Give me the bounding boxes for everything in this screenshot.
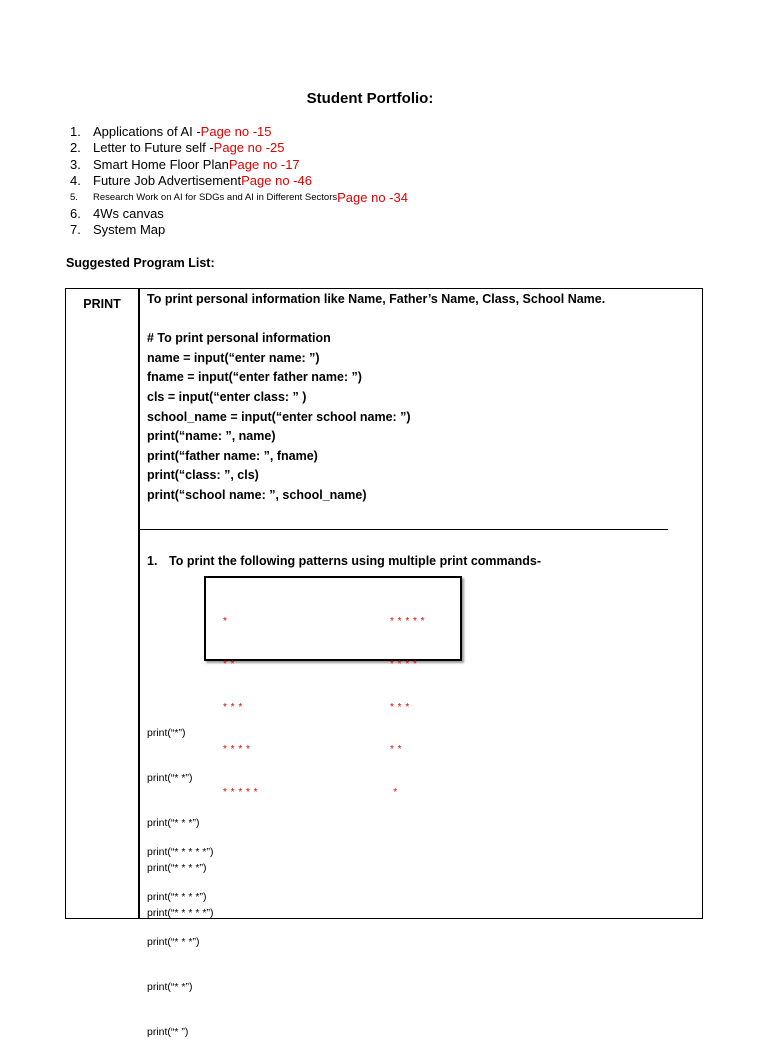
pattern-row: * * xyxy=(223,659,236,671)
list-item-number: 1. xyxy=(70,124,81,139)
suggested-program-heading: Suggested Program List: xyxy=(66,256,215,270)
list-item-label: Future Job Advertisement xyxy=(93,173,242,189)
section-divider xyxy=(140,529,668,530)
code-line: print(“* * * * *”) xyxy=(147,846,214,858)
code-line: fname = input(“enter father name: ”) xyxy=(147,370,362,385)
pattern-heading-text: To print the following patterns using multiple print commands- xyxy=(169,554,541,568)
code-line: cls = input(“enter class: ” ) xyxy=(147,389,307,404)
code-line: print(“school name: ”, school_name) xyxy=(147,487,367,502)
page-reference: Page no -15 xyxy=(200,124,272,139)
pattern-row: * * * * xyxy=(390,659,418,671)
list-item xyxy=(70,222,408,238)
code-line: print(“class: ”, cls) xyxy=(147,468,259,483)
program-description xyxy=(147,290,687,506)
code-line: print(“* * * * *”) xyxy=(147,907,214,919)
list-item-label: Letter to Future self - xyxy=(93,140,214,156)
list-item xyxy=(70,206,408,222)
list-item-number: 2. xyxy=(70,140,81,156)
pattern-right xyxy=(390,587,425,814)
list-item-label: 4Ws canvas xyxy=(93,206,164,222)
program-row-label: PRINT xyxy=(83,297,121,311)
list-item-number: 4. xyxy=(70,173,81,189)
list-item xyxy=(70,173,408,189)
page-reference: Page no -34 xyxy=(337,189,408,205)
code-line: print(“* * * *”) xyxy=(147,891,207,903)
page-reference: Page no -17 xyxy=(228,156,300,172)
list-item-number: 7. xyxy=(70,222,81,238)
pattern-row: * xyxy=(390,786,398,798)
list-item-number: 6. xyxy=(70,206,81,222)
code-line: print(“* ”) xyxy=(147,1026,189,1038)
pattern-heading xyxy=(147,554,541,568)
code-line: print(“* * *”) xyxy=(147,817,200,829)
code-line: print(“* *”) xyxy=(147,981,193,993)
list-item-number: 3. xyxy=(70,156,81,172)
pattern-row: * * * * * xyxy=(223,786,259,798)
pattern-row: * * * * * xyxy=(390,616,426,628)
pattern-row: * * * xyxy=(390,701,410,713)
pattern-row: * * * * xyxy=(223,744,251,756)
code-line: # To print personal information xyxy=(147,331,331,346)
code-line: print(“father name: ”, fname) xyxy=(147,448,318,463)
program-intro: To print personal information like Name, Father’s Name, Class, School Name. xyxy=(147,292,606,306)
pattern-row: * xyxy=(223,616,228,628)
code-line: print(“* * * *”) xyxy=(147,862,207,874)
list-item-label: Research Work on AI for SDGs and AI in Different Sectors xyxy=(93,191,338,203)
pattern-left xyxy=(223,587,258,814)
list-item-label: Smart Home Floor Plan xyxy=(93,156,229,172)
list-item xyxy=(70,157,408,173)
list-item xyxy=(70,140,408,156)
list-item xyxy=(70,190,408,206)
code-line: print(“* *”) xyxy=(147,772,193,784)
code-line: name = input(“enter name: ”) xyxy=(147,350,320,365)
pattern-row: * * * xyxy=(223,701,243,713)
list-item-number: 5. xyxy=(70,191,78,203)
page-reference: Page no -46 xyxy=(241,173,312,189)
list-item-label: System Map xyxy=(93,222,166,238)
code-line: print(“*”) xyxy=(147,727,186,739)
code-block-decreasing xyxy=(147,815,214,1055)
page-reference: Page no -25 xyxy=(213,140,285,156)
table-column-divider xyxy=(138,288,140,919)
portfolio-list xyxy=(70,124,408,239)
list-item xyxy=(70,124,408,140)
pattern-row: * * xyxy=(390,744,403,756)
pattern-number: 1. xyxy=(147,554,158,568)
page-title: Student Portfolio: xyxy=(306,90,434,107)
code-line: print(“* * *”) xyxy=(147,936,200,948)
code-line: school_name = input(“enter school name: ”) xyxy=(147,409,411,424)
list-item-label: Applications of AI - xyxy=(93,124,201,139)
code-line: print(“name: ”, name) xyxy=(147,429,276,444)
